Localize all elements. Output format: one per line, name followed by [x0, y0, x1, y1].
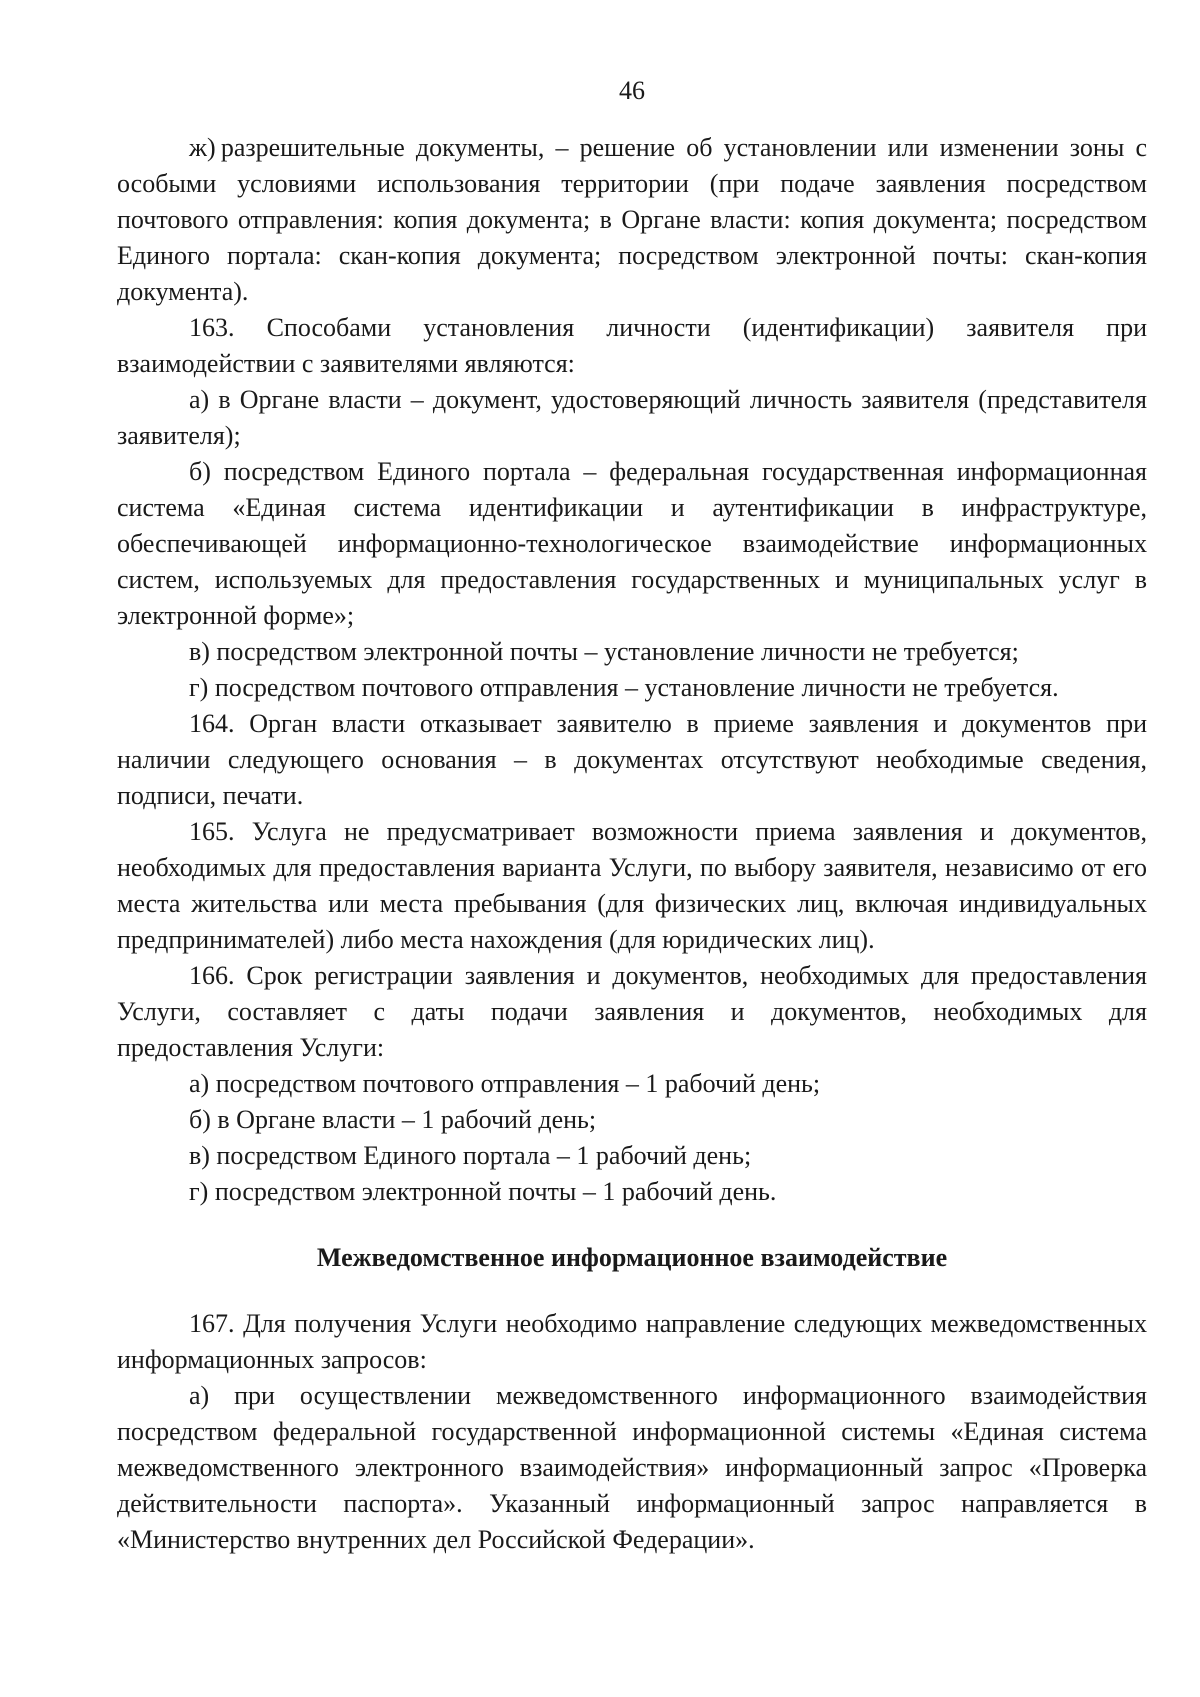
paragraph-167: 167. Для получения Услуги необходимо направление следующих межведомственных информационных запросов:: [117, 1309, 1147, 1374]
paragraph-166-g: г) посредством электронной почты – 1 рабочий день.: [189, 1177, 777, 1206]
paragraph-163-b: б) посредством Единого портала – федеральная государственная информационная система «Единая система идентификации и аутентификации в инфраструктуре, обеспечивающей информационно-технологическое взаимодействие информационных систем, используемых для предоставления государственных и муниципальных услуг в электронной форме»;: [117, 457, 1147, 630]
paragraph-164: 164. Орган власти отказывает заявителю в приеме заявления и документов при наличии следующего основания – в документах отсутствуют необходимые сведения, подписи, печати.: [117, 709, 1147, 810]
paragraph-163: 163. Способами установления личности (идентификации) заявителя при взаимодействии с заявителями являются:: [117, 313, 1147, 378]
paragraph-163-g: г) посредством почтового отправления – установление личности не требуется.: [189, 673, 1059, 702]
paragraph-166: 166. Срок регистрации заявления и документов, необходимых для предоставления Услуги, составляет с даты подачи заявления и документов, необходимых для предоставления Услуги:: [117, 961, 1147, 1062]
page-number: 46: [619, 76, 645, 105]
paragraph-166-v: в) посредством Единого портала – 1 рабочий день;: [189, 1141, 752, 1170]
section-heading: Межведомственное информационное взаимодействие: [316, 1243, 948, 1272]
paragraph-165: 165. Услуга не предусматривает возможности приема заявления и документов, необходимых для предоставления варианта Услуги, по выбору заявителя, независимо от его места жительства или места пребывания (для физических лиц, включая индивидуальных предпринимателей) либо места нахождения (для юридических лиц).: [117, 817, 1147, 954]
paragraph-167-a: а) при осуществлении межведомственного информационного взаимодействия посредством федеральной государственной информационной системы «Единая система межведомственного электронного взаимодействия» информационный запрос «Проверка действительности паспорта». Указанный информационный запрос направляется в «Министерство внутренних дел Российской Федерации».: [117, 1381, 1147, 1554]
paragraph-zh-permits: ж) разрешительные документы, – решение об установлении или изменении зоны с особыми условиями использования территории (при подаче заявления посредством почтового отправления: копия документа; в Органе власти: копия документа; посредством Единого портала: скан-копия документа; посредством электронной почты: скан-копия документа).: [117, 133, 1147, 306]
paragraph-163-v: в) посредством электронной почты – установление личности не требуется;: [189, 637, 1019, 666]
document-body: [117, 130, 1147, 1558]
paragraph-166-b: б) в Органе власти – 1 рабочий день;: [189, 1105, 597, 1134]
paragraph-163-a: а) в Органе власти – документ, удостоверяющий личность заявителя (представителя заявителя);: [117, 385, 1147, 450]
paragraph-166-a: а) посредством почтового отправления – 1 рабочий день;: [189, 1069, 821, 1098]
